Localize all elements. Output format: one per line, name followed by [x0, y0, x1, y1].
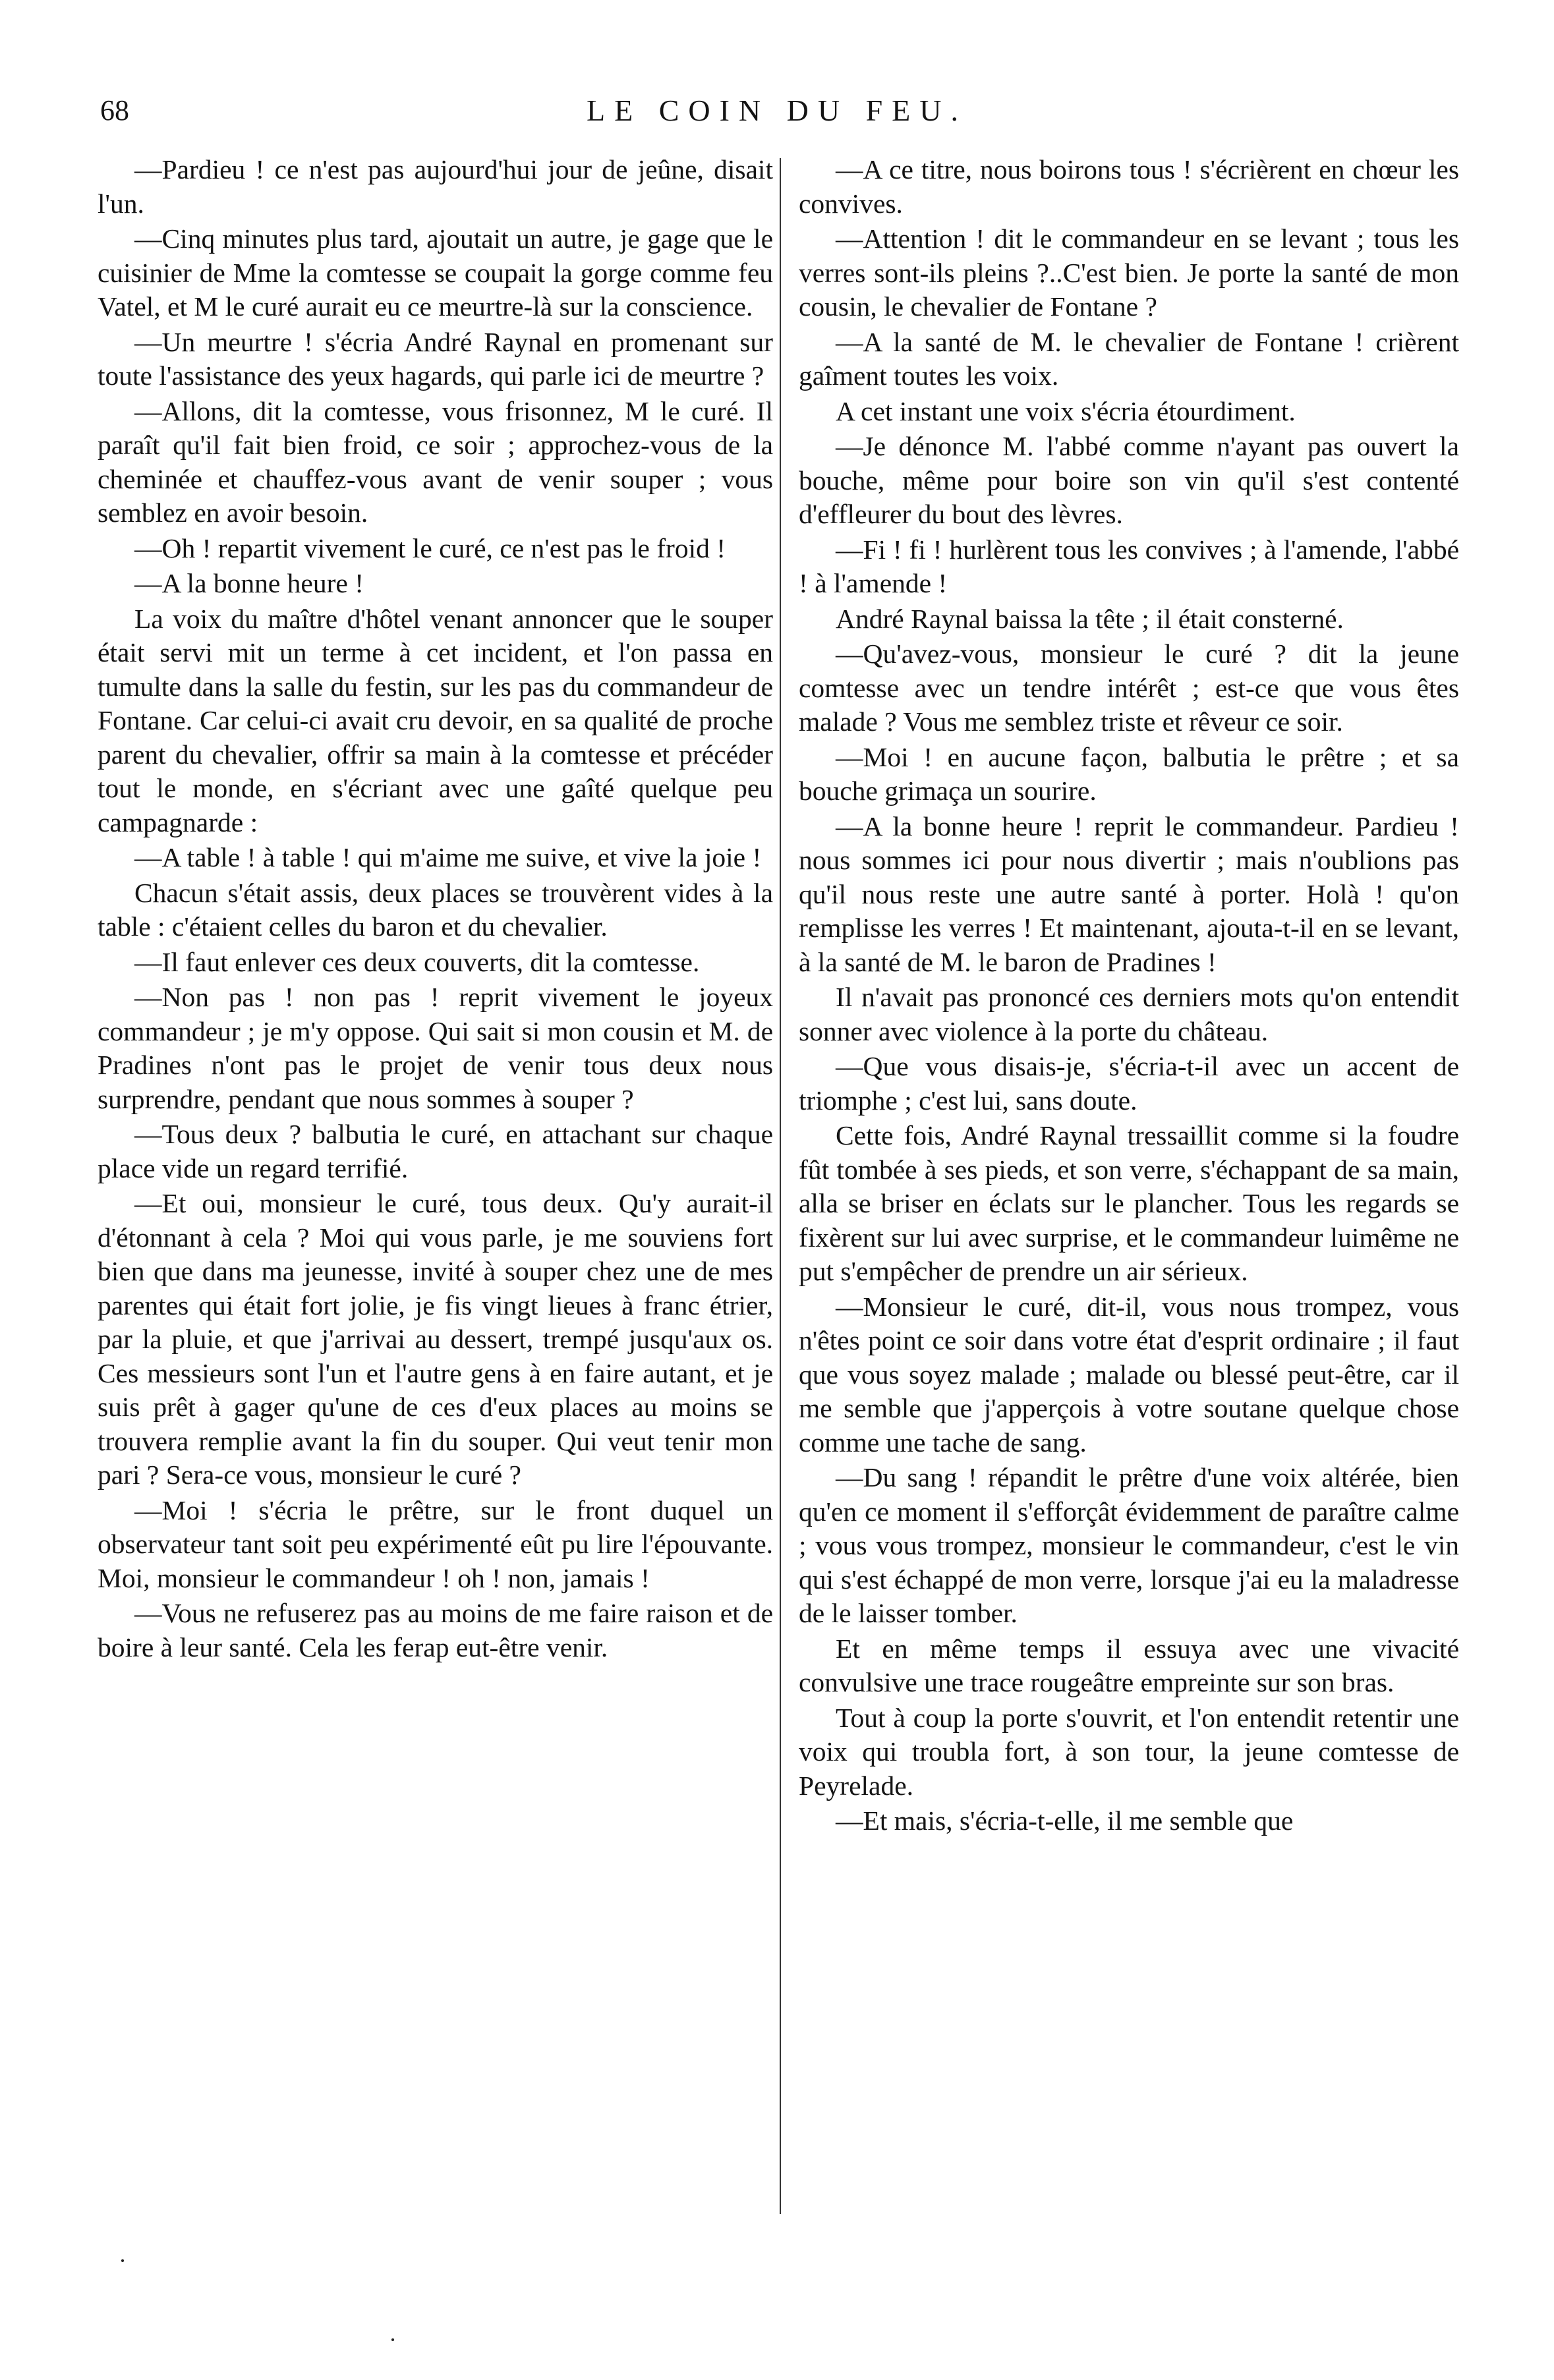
paragraph: —Moi ! en aucune façon, balbutia le prêtre ; et sa bouche grimaça un sourire.	[799, 741, 1459, 806]
paragraph: A cet instant une voix s'écria étourdiment.	[836, 395, 1296, 426]
paragraph: Et en même temps il essuya avec une vivacité convulsive une trace rougeâtre empreinte sur son bras.	[799, 1633, 1459, 1697]
paragraph: —Et oui, monsieur le curé, tous deux. Qu'y aurait-il d'étonnant à cela ? Moi qui vous parle, je me souviens fort bien que dans ma jeunesse, invité à souper chez une de mes parentes qui était fort jolie, je fis vingt lieues à franc étrier, par la pluie, et que j'arrivai au dessert, trempé jusqu'aux os. Ces messieurs sont l'un et l'autre gens à en faire autant, et je suis prêt à gager qu'une de ces d'eux places au moins se trouvera remplie avant la fin du souper. Qui veut tenir mon pari ? Sera-ce vous, monsieur le curé ?	[98, 1188, 773, 1490]
paragraph: —Un meurtre ! s'écria André Raynal en promenant sur toute l'assistance des yeux hagards, qui parle ici de meurtre ?	[98, 326, 773, 391]
print-speck-mark: ·	[119, 2248, 127, 2274]
print-speck-mark: ·	[389, 2327, 397, 2353]
paragraph: —Attention ! dit le commandeur en se levant ; tous les verres sont-ils pleins ?..C'est bien. Je porte la santé de mon cousin, le chevalier de Fontane ?	[799, 223, 1459, 322]
paragraph: Tout à coup la porte s'ouvrit, et l'on entendit retentir une voix qui troubla fort, à son tour, la jeune comtesse de Peyrelade.	[799, 1702, 1459, 1801]
paragraph: —Du sang ! répandit le prêtre d'une voix altérée, bien qu'en ce moment il s'efforçât évidemment de paraître calme ; vous vous trompez, monsieur le commandeur, c'est le vin qui s'est échappé de mon verre, lorsque j'ai eu la maladresse de le laisser tomber.	[799, 1462, 1459, 1628]
paragraph: —Vous ne refuserez pas au moins de me faire raison et de boire à leur santé. Cela les ferap eut-être venir.	[98, 1598, 773, 1662]
paragraph: —Cinq minutes plus tard, ajoutait un autre, je gage que le cuisinier de Mme la comtesse se coupait la gorge comme feu Vatel, et M le curé aurait eu ce meurtre-là sur la conscience.	[98, 223, 773, 322]
running-header	[98, 91, 1456, 130]
paragraph: —A la bonne heure !	[134, 568, 364, 598]
paragraph: —Il faut enlever ces deux couverts, dit la comtesse.	[134, 946, 700, 977]
left-column	[98, 153, 773, 1666]
paragraph: —A la bonne heure ! reprit le commandeur. Pardieu ! nous sommes ici pour nous divertir ; mais n'oublions pas qu'il nous reste une autre santé à porter. Holà ! qu'on remplisse les verres ! Et maintenant, ajouta-t-il en se levant, à la santé de M. le baron de Pradines !	[799, 810, 1459, 977]
page-number: 68	[100, 94, 129, 127]
paragraph: La voix du maître d'hôtel venant annoncer que le souper était servi mit un terme à cet incident, et l'on passa en tumulte dans la salle du festin, sur les pas du commandeur de Fontane. Car celui-ci avait cru devoir, en sa qualité de proche parent du chevalier, offrir sa main à la comtesse et précéder tout le monde, en s'écriant avec une gaîté quelque peu campagnarde :	[98, 603, 773, 837]
paragraph: —Non pas ! non pas ! reprit vivement le joyeux commandeur ; je m'y oppose. Qui sait si mon cousin et M. de Pradines n'ont pas le projet de venir tous deux nous surprendre, pendant que nous sommes à souper ?	[98, 982, 773, 1114]
paragraph: —Moi ! s'écria le prêtre, sur le front duquel un observateur tant soit peu expérimenté eût pu lire l'épouvante. Moi, monsieur le commandeur ! oh ! non, jamais !	[98, 1494, 773, 1593]
paragraph: —Je dénonce M. l'abbé comme n'ayant pas ouvert la bouche, même pour boire son vin qu'il s'est contenté d'effleurer du bout des lèvres.	[799, 431, 1459, 529]
paragraph: —Que vous disais-je, s'écria-t-il avec un accent de triomphe ; c'est lui, sans doute.	[799, 1051, 1459, 1116]
paragraph: —Pardieu ! ce n'est pas aujourd'hui jour de jeûne, disait l'un.	[98, 154, 773, 219]
paragraph: André Raynal baissa la tête ; il était consterné.	[836, 603, 1344, 634]
paragraph: —Qu'avez-vous, monsieur le curé ? dit la jeune comtesse avec un tendre intérêt ; est-ce que vous êtes malade ? Vous me semblez triste et rêveur ce soir.	[799, 638, 1459, 737]
paragraph: —Allons, dit la comtesse, vous frisonnez, M le curé. Il paraît qu'il fait bien froid, ce soir ; approchez-vous de la cheminée et chauffez-vous avant de venir souper ; vous semblez en avoir besoin.	[98, 395, 773, 528]
paragraph: Chacun s'était assis, deux places se trouvèrent vides à la table : c'étaient celles du baron et du chevalier.	[98, 877, 773, 942]
paragraph: —A ce titre, nous boirons tous ! s'écrièrent en chœur les convives.	[799, 154, 1459, 219]
paragraph: —A la santé de M. le chevalier de Fontane ! crièrent gaîment toutes les voix.	[799, 326, 1459, 391]
paragraph: —Et mais, s'écria-t-elle, il me semble que	[836, 1805, 1294, 1836]
paragraph: —Tous deux ? balbutia le curé, en attachant sur chaque place vide un regard terrifié.	[98, 1119, 773, 1183]
paragraph: —A table ! à table ! qui m'aime me suive, et vive la joie !	[134, 842, 762, 872]
paragraph: Il n'avait pas prononcé ces derniers mots qu'on entendit sonner avec violence à la porte du château.	[799, 982, 1459, 1046]
paragraph: —Fi ! fi ! hurlèrent tous les convives ; à l'amende, l'abbé ! à l'amende !	[799, 534, 1459, 598]
paragraph: Cette fois, André Raynal tressaillit comme si la foudre fût tombée à ses pieds, et son verre, s'échappant de sa main, alla se briser en éclats sur le plancher. Tous les regards se fixèrent sur lui avec surprise, et le commandeur luimême ne put s'empêcher de prendre un air sérieux.	[799, 1120, 1459, 1286]
right-column	[799, 153, 1459, 1840]
column-divider	[780, 158, 781, 2214]
paragraph: —Monsieur le curé, dit-il, vous nous trompez, vous n'êtes point ce soir dans votre état d'esprit ordinaire ; il faut que vous soyez malade ; malade ou blessé peut-être, car il me semble que j'apperçois à votre soutane quelque chose comme une tache de sang.	[799, 1291, 1459, 1458]
paragraph: —Oh ! repartit vivement le curé, ce n'est pas le froid !	[134, 532, 726, 563]
running-title: LE COIN DU FEU.	[587, 94, 967, 127]
